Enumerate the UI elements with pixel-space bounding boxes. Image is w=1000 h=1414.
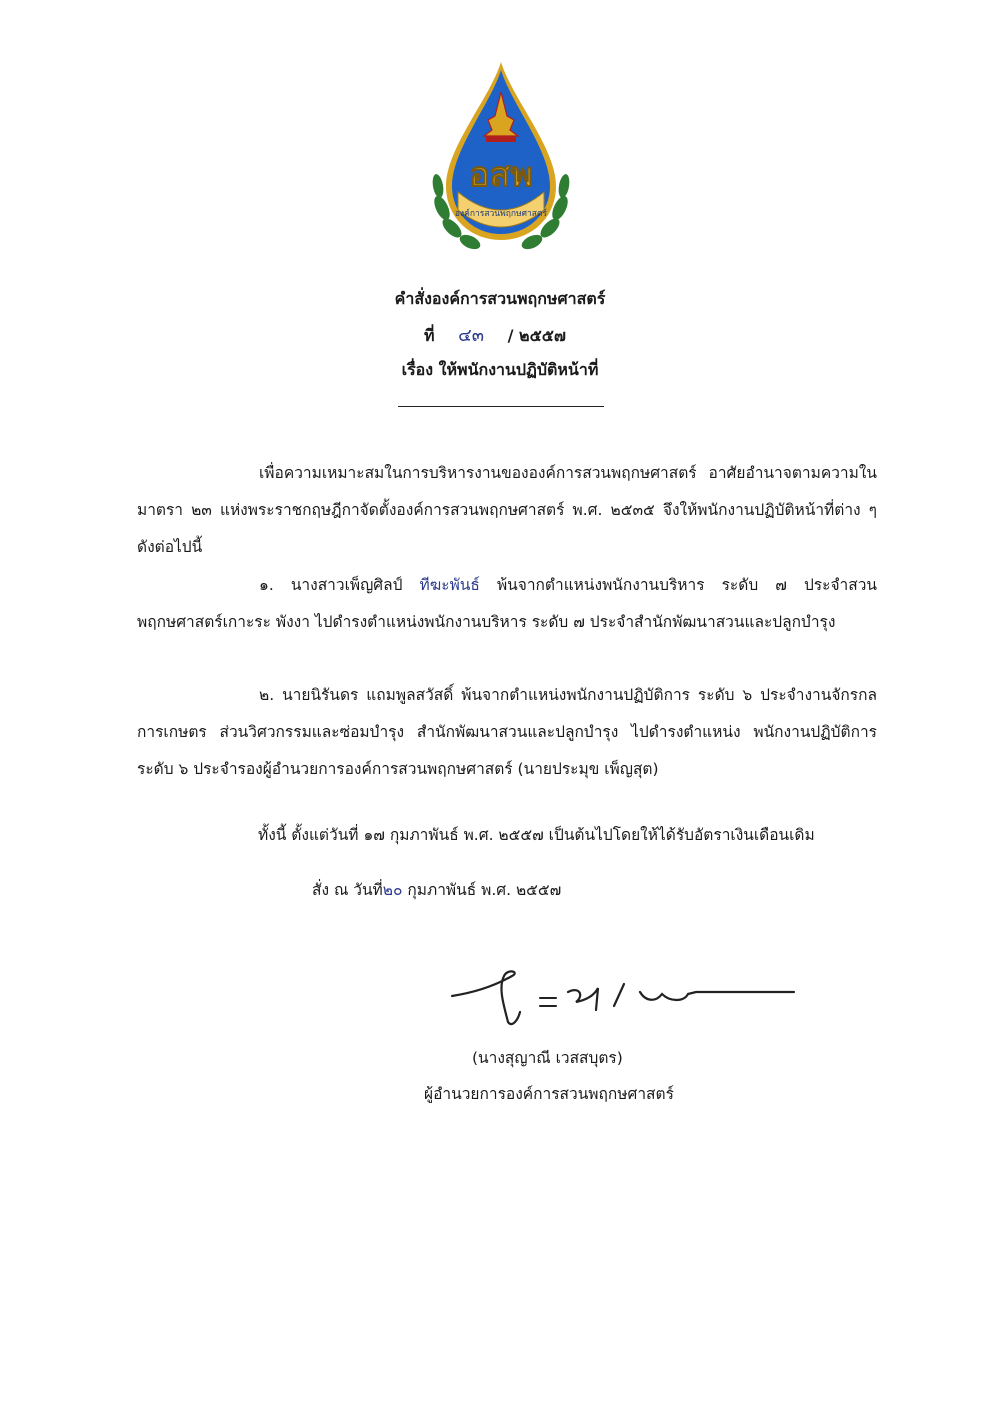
- item-2-paragraph: [137, 677, 877, 788]
- organization-logo-icon: [428, 58, 574, 254]
- order-date-rest: กุมภาพันธ์ พ.ศ. ๒๕๕๗: [402, 881, 562, 899]
- signer-name: (นางสุญาณี เวสสบุตร): [472, 1049, 623, 1067]
- item-1-rest: พ้นจากตำแหน่งพนักงานบริหาร ระดับ ๗ ประจำสวนพฤกษศาสตร์เกาะระ พังงา ไปดำรงตำแหน่งพนักงานบริหาร ระดับ ๗ ประจำสำนักพัฒนาสวนและปลูกบำรุง: [137, 576, 877, 631]
- item-1-prefix: ๑. นางสาวเพ็ญศิลป์: [259, 576, 403, 594]
- order-number-year: / ๒๕๕๗: [507, 326, 566, 345]
- svg-text:อสพ: อสพ: [469, 155, 533, 195]
- effective-date-paragraph: ทั้งนี้ ตั้งแต่วันที่ ๑๗ กุมภาพันธ์ พ.ศ. ๒๕๕๗ เป็นต้นไปโดยให้ได้รับอัตราเงินเดือนเดิม: [258, 826, 815, 844]
- order-date: [312, 877, 561, 902]
- order-subject: เรื่อง ให้พนักงานปฏิบัติหน้าที่: [401, 360, 599, 379]
- handwritten-signature-icon: [448, 962, 798, 1032]
- order-number: [424, 320, 566, 349]
- intro-text: เพื่อความเหมาะสมในการบริหารงานขององค์การสวนพฤกษศาสตร์ อาศัยอำนาจตามความในมาตรา ๒๓ แห่งพระราชกฤษฎีกาจัดตั้งองค์การสวนพฤกษศาสตร์ พ.ศ. ๒๕๓๕ จึงให้พนักงานปฏิบัติหน้าที่ต่าง ๆ ดังต่อไปนี้: [137, 464, 877, 556]
- order-date-prefix: สั่ง ณ วันที่: [312, 881, 383, 899]
- item-1-paragraph: [137, 567, 877, 641]
- item-2-text: ๒. นายนิรันดร แถมพูลสวัสดิ์ พ้นจากตำแหน่งพนักงานปฏิบัติการ ระดับ ๖ ประจำงานจักรกลการเกษตร ส่วนวิศวกรรมและซ่อมบำรุง สำนักพัฒนาสวนและปลูกบำรุง ไปดำรงตำแหน่ง พนักงานปฏิบัติการ ระดับ ๖ ประจำรองผู้อำนวยการองค์การสวนพฤกษศาสตร์ (นายประมุข เพ็ญสุต): [137, 686, 877, 778]
- signer-position: ผู้อำนวยการองค์การสวนพฤกษศาสตร์: [424, 1085, 674, 1103]
- order-date-day: ๒๐: [382, 881, 403, 899]
- order-title: คำสั่งองค์การสวนพฤกษศาสตร์: [394, 289, 606, 308]
- svg-text:องค์การสวนพฤกษศาสตร์: องค์การสวนพฤกษศาสตร์: [454, 209, 548, 219]
- item-1-surname: ทีฆะพันธ์: [419, 576, 480, 594]
- order-number-value: ๔๓: [458, 325, 485, 346]
- header-divider: [398, 406, 604, 407]
- order-number-label: ที่: [424, 326, 435, 345]
- intro-paragraph: [137, 455, 877, 566]
